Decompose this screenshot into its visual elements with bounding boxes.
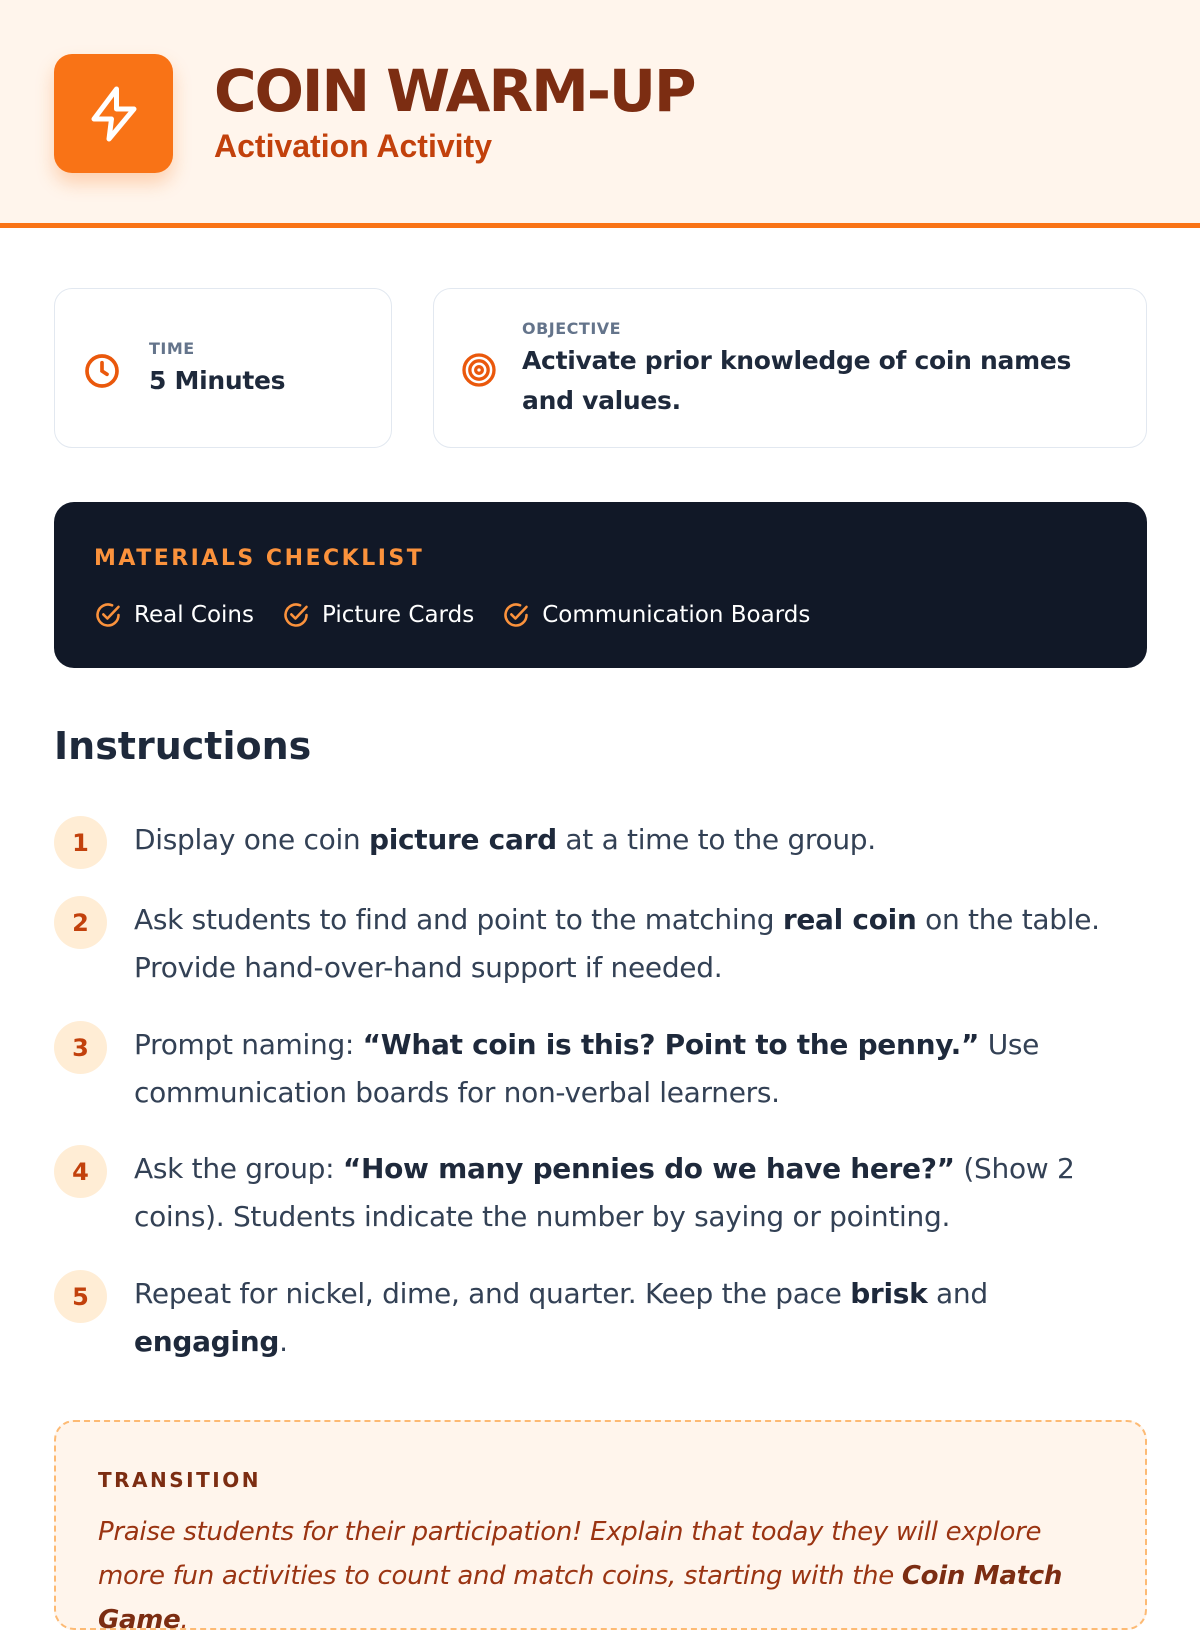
material-label: Communication Boards bbox=[542, 602, 811, 628]
step-number: 1 bbox=[54, 816, 107, 869]
materials-list bbox=[94, 600, 838, 630]
objective-label: OBJECTIVE bbox=[522, 319, 622, 338]
time-card bbox=[54, 288, 392, 448]
step-number: 4 bbox=[54, 1145, 107, 1198]
transition-text: Praise students for their participation! Explain that today they will explore more fun activities to count and match coins, starting with the Coin Match Game. bbox=[98, 1517, 1063, 1635]
material-item bbox=[502, 600, 810, 630]
check-circle-icon bbox=[502, 601, 530, 629]
logo-badge bbox=[54, 54, 173, 173]
instruction-step bbox=[54, 1145, 1147, 1245]
instruction-step bbox=[54, 816, 1147, 872]
step-text: Ask students to find and point to the matching real coin on the table. Provide hand-over-hand support if needed. bbox=[134, 903, 1100, 984]
page-subtitle: Activation Activity bbox=[214, 128, 492, 164]
instruction-step bbox=[54, 1021, 1147, 1121]
step-number: 3 bbox=[54, 1021, 107, 1074]
objective-value: Activate prior knowledge of coin names and values. bbox=[522, 346, 1072, 415]
target-icon bbox=[459, 350, 499, 390]
page-title: COIN WARM-UP bbox=[214, 57, 695, 125]
materials-checklist bbox=[54, 502, 1147, 668]
time-label: TIME bbox=[149, 339, 195, 358]
step-number: 5 bbox=[54, 1270, 107, 1323]
objective-card bbox=[433, 288, 1147, 448]
time-value: 5 Minutes bbox=[149, 366, 286, 395]
step-text: Ask the group: “How many pennies do we have here?” (Show 2 coins). Students indicate the number by saying or pointing. bbox=[134, 1152, 1075, 1233]
transition-box bbox=[54, 1420, 1147, 1635]
transition-label: TRANSITION bbox=[98, 1468, 261, 1492]
step-text: Repeat for nickel, dime, and quarter. Keep the pace brisk and engaging. bbox=[134, 1277, 988, 1358]
material-item bbox=[282, 600, 474, 630]
check-circle-icon bbox=[94, 601, 122, 629]
materials-title: MATERIALS CHECKLIST bbox=[94, 546, 425, 571]
material-label: Real Coins bbox=[134, 602, 254, 628]
check-circle-icon bbox=[282, 601, 310, 629]
step-text: Display one coin picture card at a time to the group. bbox=[134, 823, 876, 856]
instruction-step bbox=[54, 1270, 1147, 1370]
step-number: 2 bbox=[54, 896, 107, 949]
page-header bbox=[0, 0, 1200, 228]
lightning-bolt-icon bbox=[84, 84, 144, 144]
clock-icon bbox=[82, 351, 122, 391]
instruction-step bbox=[54, 896, 1147, 996]
instructions-heading: Instructions bbox=[54, 724, 312, 768]
material-label: Picture Cards bbox=[321, 602, 475, 628]
material-item bbox=[94, 600, 254, 630]
step-text: Prompt naming: “What coin is this? Point to the penny.” Use communication boards for non-verbal learners. bbox=[134, 1028, 1040, 1109]
